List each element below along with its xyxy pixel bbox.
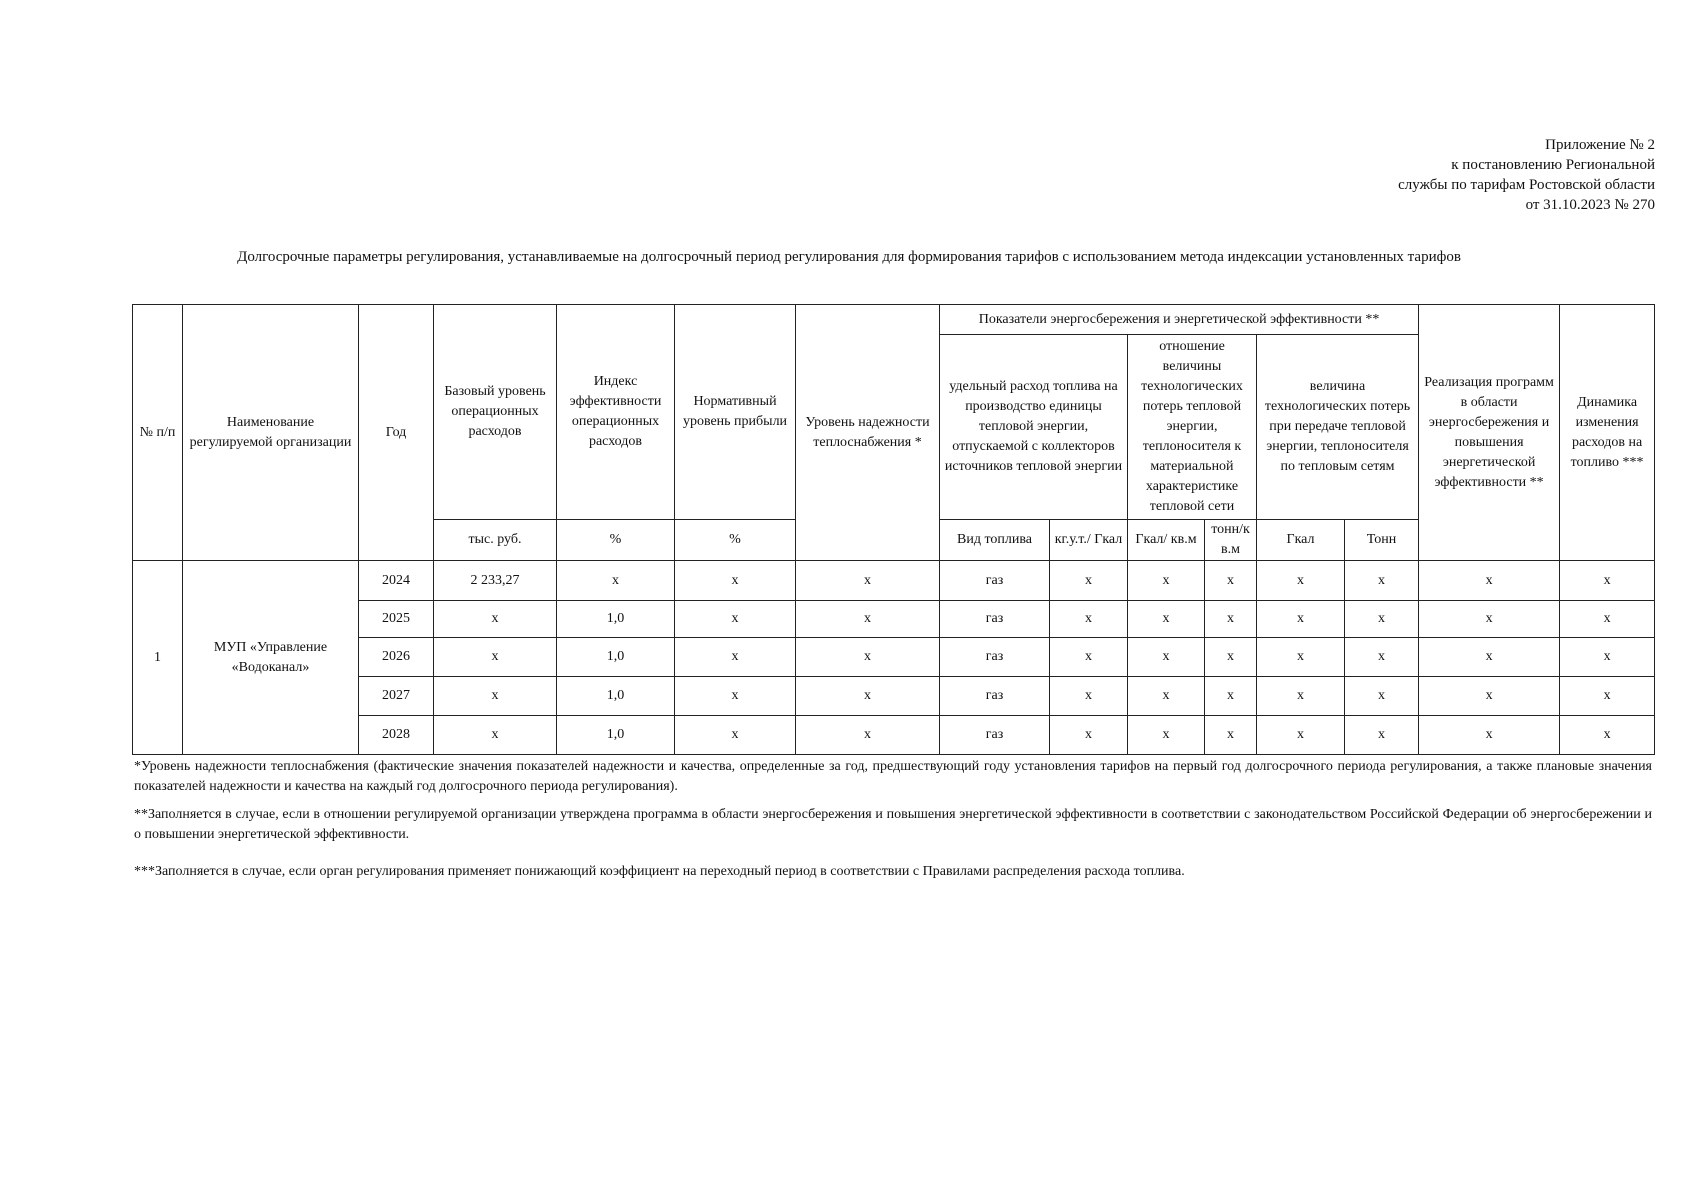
unit-fuel-rate: кг.у.т./ Гкал bbox=[1050, 520, 1128, 561]
cell-loss-gcal: х bbox=[1257, 561, 1345, 601]
cell-index: 1,0 bbox=[557, 677, 675, 716]
header-energy-group: Показатели энергосбережения и энергетической эффективности ** bbox=[940, 305, 1419, 335]
appendix-block bbox=[1398, 135, 1655, 215]
cell-loss-gcal: х bbox=[1257, 716, 1345, 755]
cell-fuel-rate: х bbox=[1050, 716, 1128, 755]
unit-fuel-type: Вид топлива bbox=[940, 520, 1050, 561]
cell-fuel-type: газ bbox=[940, 638, 1050, 677]
organization-name: МУП «Управление «Водоканал» bbox=[183, 561, 359, 755]
header-profit-level: Нормативный уровень прибыли bbox=[675, 305, 796, 520]
cell-ratio-ton: х bbox=[1205, 638, 1257, 677]
cell-programs: х bbox=[1419, 638, 1560, 677]
unit-ratio-gcal: Гкал/ кв.м bbox=[1128, 520, 1205, 561]
unit-ratio-ton: тонн/к в.м bbox=[1205, 520, 1257, 561]
cell-year: 2026 bbox=[359, 638, 434, 677]
cell-base: х bbox=[434, 638, 557, 677]
table-row bbox=[133, 561, 1655, 601]
unit-loss-gcal: Гкал bbox=[1257, 520, 1345, 561]
table-row bbox=[133, 677, 1655, 716]
cell-year: 2025 bbox=[359, 601, 434, 638]
appendix-line-2: к постановлению Региональной bbox=[1451, 157, 1655, 173]
appendix-line-4: от 31.10.2023 № 270 bbox=[1525, 197, 1655, 213]
appendix-line-1: Приложение № 2 bbox=[1545, 137, 1655, 153]
cell-ratio-gcal: х bbox=[1128, 561, 1205, 601]
footnote-energy-program: **Заполняется в случае, если в отношении регулируемой организации утверждена программа в области энергосбережения и повышения энергетической эффективности в соответствии с законодательством Российской Федерации об энергосбережении и о повышении энергетической эффективности. bbox=[134, 807, 1652, 842]
cell-loss-ton: х bbox=[1345, 716, 1419, 755]
unit-index: % bbox=[557, 520, 675, 561]
cell-loss-gcal: х bbox=[1257, 601, 1345, 638]
cell-fuel-rate: х bbox=[1050, 677, 1128, 716]
cell-fuel-type: газ bbox=[940, 677, 1050, 716]
cell-base: 2 233,27 bbox=[434, 561, 557, 601]
cell-fuel-type: газ bbox=[940, 716, 1050, 755]
cell-reliability: х bbox=[796, 561, 940, 601]
cell-ratio-gcal: х bbox=[1128, 601, 1205, 638]
cell-year: 2024 bbox=[359, 561, 434, 601]
cell-reliability: х bbox=[796, 677, 940, 716]
header-num: № п/п bbox=[133, 305, 183, 561]
cell-loss-ton: х bbox=[1345, 677, 1419, 716]
header-loss-value: величина технологических потерь при передаче тепловой энергии, теплоносителя по тепловым сетям bbox=[1257, 335, 1419, 520]
cell-index: 1,0 bbox=[557, 601, 675, 638]
cell-base: х bbox=[434, 716, 557, 755]
cell-fuel-rate: х bbox=[1050, 601, 1128, 638]
header-programs: Реализация программ в области энергосбережения и повышения энергетической эффективности ** bbox=[1419, 305, 1560, 561]
header-year: Год bbox=[359, 305, 434, 561]
table-row bbox=[133, 601, 1655, 638]
cell-ratio-gcal: х bbox=[1128, 716, 1205, 755]
cell-profit: х bbox=[675, 677, 796, 716]
cell-reliability: х bbox=[796, 716, 940, 755]
cell-year: 2028 bbox=[359, 716, 434, 755]
footnote-reliability: *Уровень надежности теплоснабжения (фактические значения показателей надежности и качества, определенные за год, предшествующий году установления тарифов на первый год долгосрочного периода регулирования, а также плановые значения показателей надежности и качества на каждый год долгосрочного периода регулирования). bbox=[134, 759, 1652, 794]
table-row bbox=[133, 638, 1655, 677]
cell-loss-ton: х bbox=[1345, 638, 1419, 677]
header-row-1 bbox=[133, 305, 1655, 335]
cell-index: х bbox=[557, 561, 675, 601]
appendix-line-3: службы по тарифам Ростовской области bbox=[1398, 177, 1655, 193]
header-reliability: Уровень надежности теплоснабжения * bbox=[796, 305, 940, 561]
cell-profit: х bbox=[675, 638, 796, 677]
row-number: 1 bbox=[133, 561, 183, 755]
cell-reliability: х bbox=[796, 601, 940, 638]
cell-loss-ton: х bbox=[1345, 601, 1419, 638]
cell-dynamics: х bbox=[1560, 716, 1655, 755]
cell-dynamics: х bbox=[1560, 677, 1655, 716]
header-loss-ratio: отношение величины технологических потерь тепловой энергии, теплоносителя к материальной характеристике тепловой сети bbox=[1128, 335, 1257, 520]
cell-index: 1,0 bbox=[557, 716, 675, 755]
unit-base: тыс. руб. bbox=[434, 520, 557, 561]
cell-dynamics: х bbox=[1560, 561, 1655, 601]
cell-base: х bbox=[434, 677, 557, 716]
unit-profit: % bbox=[675, 520, 796, 561]
cell-programs: х bbox=[1419, 561, 1560, 601]
footnote-fuel-coefficient: ***Заполняется в случае, если орган регулирования применяет понижающий коэффициент на переходный период в соответствии с Правилами распределения расхода топлива. bbox=[134, 864, 1185, 879]
cell-base: х bbox=[434, 601, 557, 638]
unit-loss-ton: Тонн bbox=[1345, 520, 1419, 561]
cell-ratio-gcal: х bbox=[1128, 677, 1205, 716]
parameters-table bbox=[132, 304, 1655, 755]
cell-year: 2027 bbox=[359, 677, 434, 716]
cell-profit: х bbox=[675, 716, 796, 755]
cell-ratio-ton: х bbox=[1205, 561, 1257, 601]
header-organization: Наименование регулируемой организации bbox=[183, 305, 359, 561]
cell-index: 1,0 bbox=[557, 638, 675, 677]
cell-profit: х bbox=[675, 601, 796, 638]
cell-ratio-gcal: х bbox=[1128, 638, 1205, 677]
cell-loss-gcal: х bbox=[1257, 677, 1345, 716]
header-base-level: Базовый уровень операционных расходов bbox=[434, 305, 557, 520]
cell-ratio-ton: х bbox=[1205, 716, 1257, 755]
cell-fuel-rate: х bbox=[1050, 561, 1128, 601]
cell-dynamics: х bbox=[1560, 638, 1655, 677]
cell-fuel-type: газ bbox=[940, 561, 1050, 601]
cell-ratio-ton: х bbox=[1205, 677, 1257, 716]
cell-dynamics: х bbox=[1560, 601, 1655, 638]
cell-reliability: х bbox=[796, 638, 940, 677]
cell-programs: х bbox=[1419, 716, 1560, 755]
cell-programs: х bbox=[1419, 601, 1560, 638]
cell-fuel-type: газ bbox=[940, 601, 1050, 638]
header-fuel-consumption: удельный расход топлива на производство единицы тепловой энергии, отпускаемой с коллекторов источников тепловой энергии bbox=[940, 335, 1128, 520]
document-title: Долгосрочные параметры регулирования, устанавливаемые на долгосрочный период регулирования для формирования тарифов с использованием метода индексации установленных тарифов bbox=[237, 249, 1461, 265]
cell-ratio-ton: х bbox=[1205, 601, 1257, 638]
cell-fuel-rate: х bbox=[1050, 638, 1128, 677]
header-fuel-dynamics: Динамика изменения расходов на топливо *** bbox=[1560, 305, 1655, 561]
header-efficiency-index: Индекс эффективности операционных расходов bbox=[557, 305, 675, 520]
cell-loss-gcal: х bbox=[1257, 638, 1345, 677]
cell-loss-ton: х bbox=[1345, 561, 1419, 601]
table-row bbox=[133, 716, 1655, 755]
cell-profit: х bbox=[675, 561, 796, 601]
cell-programs: х bbox=[1419, 677, 1560, 716]
